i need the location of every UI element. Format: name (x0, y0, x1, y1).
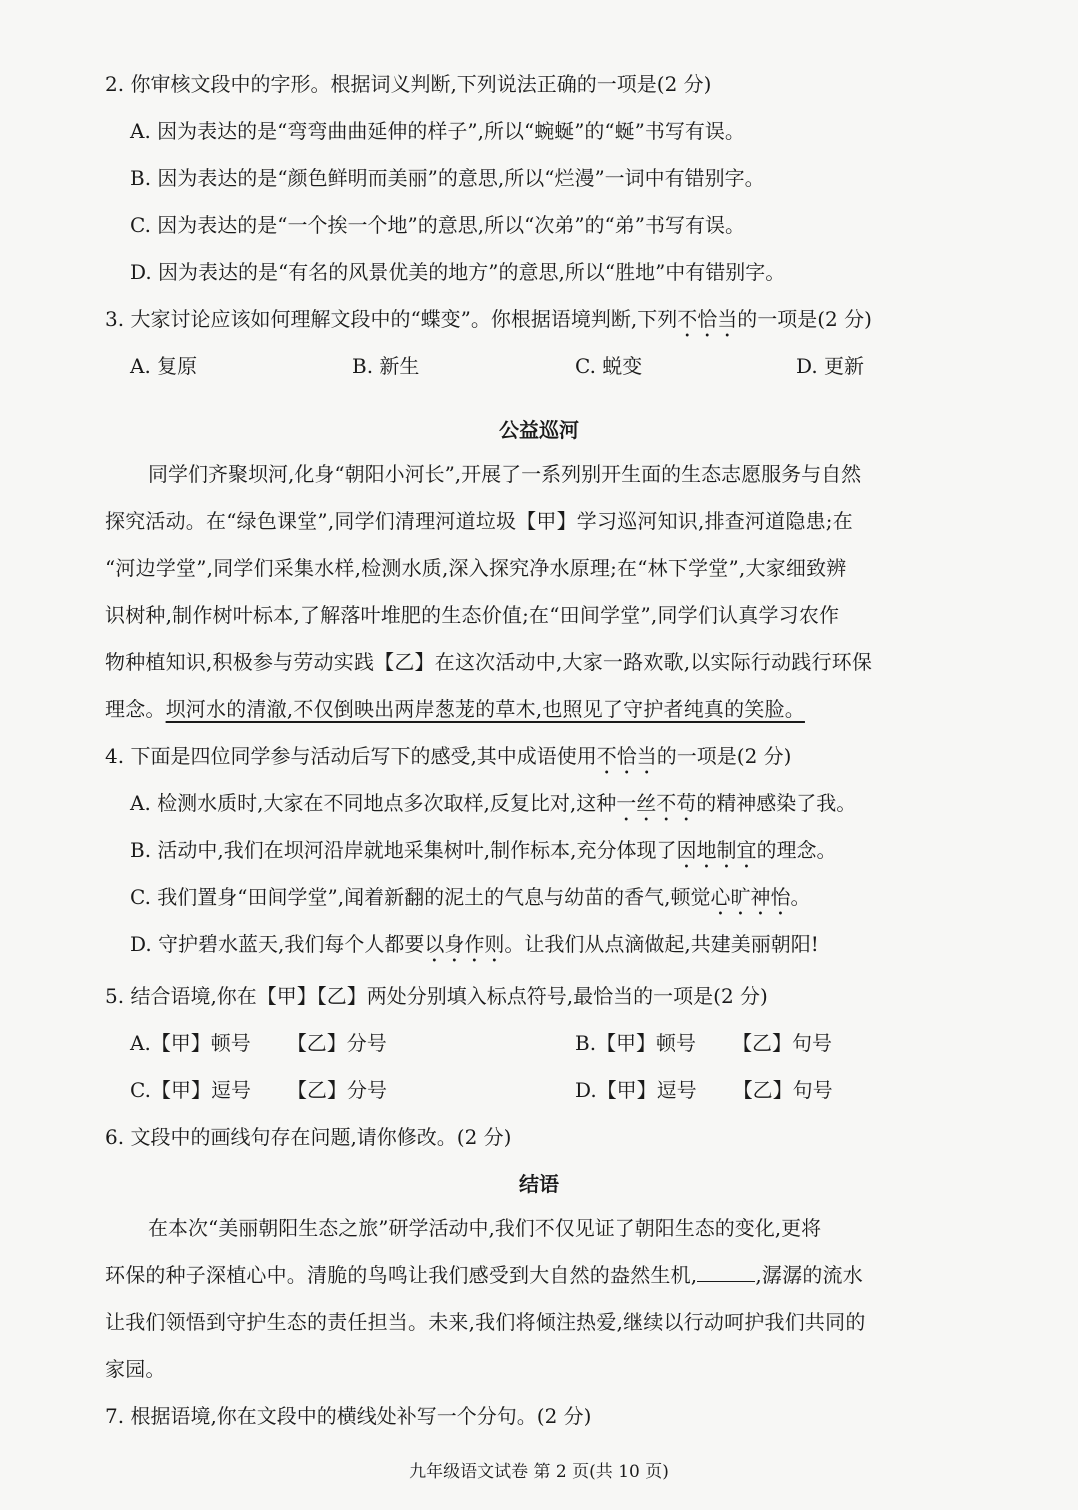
q5-option-d (575, 1076, 833, 1104)
q4-option-b-idiom: 因地制宜 (676, 838, 757, 862)
q5-option-d-yi: 【乙】句号 (732, 1078, 833, 1102)
passage2-line2-before: 环保的种子深植心中。清脆的鸟鸣让我们感受到大自然的盎然生机, (105, 1263, 698, 1287)
passage2-line1: 在本次“美丽朝阳生态之旅”研学活动中,我们不仅见证了朝阳生态的变化,更将 (148, 1216, 822, 1240)
q4-option-b (130, 836, 836, 873)
q4-option-c-before: C. 我们置身“田间学堂”,闻着新翻的泥土的气息与幼苗的香气,顿觉 (130, 885, 711, 909)
q5-option-c-label: C. (130, 1078, 151, 1102)
section-title-patrol: 公益巡河 (499, 418, 579, 442)
q2-option-b: B. 因为表达的是“颜色鲜明而美丽”的意思,所以“烂漫”一词中有错别字。 (130, 166, 765, 190)
q4-option-b-before: B. 活动中,我们在坝河沿岸就地采集树叶,制作标本,充分体现了 (130, 838, 677, 862)
fill-in-blank[interactable] (697, 1263, 755, 1282)
passage2-line2-after: ,潺潺的流水 (755, 1263, 863, 1287)
passage1-line5: 物种植知识,积极参与劳动实践【乙】在这次活动中,大家一路欢歌,以实际行动践行环保 (105, 650, 873, 674)
q3-emphasis: 不恰当 (677, 307, 738, 331)
q4-option-d-before: D. 守护碧水蓝天,我们每个人都要 (130, 932, 425, 956)
q4-option-c-idiom: 心旷神怡 (710, 885, 791, 909)
q5-option-b (575, 1029, 832, 1057)
q4-option-a-idiom: 一丝不苟 (616, 791, 697, 815)
q4-option-d-after: 。让我们从点滴做起,共建美丽朝阳! (504, 932, 819, 956)
q6-stem: 6. 文段中的画线句存在问题,请你修改。(2 分) (105, 1125, 512, 1149)
passage2-line2 (105, 1261, 863, 1289)
passage1-last-plain: 理念。 (105, 697, 166, 721)
q5-option-b-yi: 【乙】句号 (732, 1031, 833, 1055)
q5-option-a (130, 1029, 387, 1057)
q4-stem-before: 4. 下面是四位同学参与活动后写下的感受,其中成语使用 (105, 744, 597, 768)
q4-option-c (130, 883, 810, 920)
q4-option-b-after: 的理念。 (756, 838, 837, 862)
q4-option-d-idiom: 以身作则 (424, 932, 505, 956)
q4-option-c-after: 。 (790, 885, 811, 909)
q3-option-d: D. 更新 (796, 354, 865, 378)
passage2-line4: 家园。 (105, 1357, 166, 1381)
q5-option-c (130, 1076, 387, 1104)
q3-stem-after: 的一项是(2 分) (737, 307, 872, 331)
q5-option-d-jia: 【甲】逗号 (596, 1078, 697, 1102)
q4-option-a-before: A. 检测水质时,大家在不同地点多次取样,反复比对,这种 (130, 791, 617, 815)
q5-option-c-jia: 【甲】逗号 (150, 1078, 251, 1102)
q4-stem-after: 的一项是(2 分) (656, 744, 792, 768)
passage1-line4: 识树种,制作树叶标本,了解落叶堆肥的生态价值;在“田间学堂”,同学们认真学习农作 (105, 603, 840, 627)
q4-option-a-after: 的精神感染了我。 (696, 791, 857, 815)
q5-option-d-label: D. (575, 1078, 597, 1102)
underlined-sentence: 坝河水的清澈,不仅倒映出两岸葱茏的草木,也照见了守护者纯真的笑脸。 (165, 697, 805, 721)
q3-option-b: B. 新生 (352, 354, 420, 378)
q5-option-b-label: B. (575, 1031, 597, 1055)
q2-option-d: D. 因为表达的是“有名的风景优美的地方”的意思,所以“胜地”中有错别字。 (130, 260, 786, 284)
q4-emphasis: 不恰当 (596, 744, 657, 768)
q4-stem (105, 742, 791, 779)
q5-stem: 5. 结合语境,你在【甲】【乙】两处分别填入标点符号,最恰当的一项是(2 分) (105, 984, 768, 1008)
q5-option-a-label: A. (130, 1031, 151, 1055)
q4-option-a (130, 789, 856, 826)
q3-stem (105, 305, 872, 342)
q3-option-a: A. 复原 (130, 354, 198, 378)
section-title-conclusion: 结语 (519, 1172, 559, 1196)
q5-option-b-jia: 【甲】顿号 (596, 1031, 697, 1055)
q5-option-c-yi: 【乙】分号 (286, 1078, 387, 1102)
q2-option-c: C. 因为表达的是“一个挨一个地”的意思,所以“次弟”的“弟”书写有误。 (130, 213, 746, 237)
q5-option-a-jia: 【甲】顿号 (150, 1031, 251, 1055)
passage2-line3: 让我们领悟到守护生态的责任担当。未来,我们将倾注热爱,继续以行动呵护我们共同的 (105, 1310, 866, 1334)
page-footer: 九年级语文试卷 第 2 页(共 10 页) (409, 1462, 669, 1482)
q3-stem-before: 3. 大家讨论应该如何理解文段中的“蝶变”。你根据语境判断,下列 (105, 307, 678, 331)
q4-option-d (130, 930, 819, 967)
passage1-line6 (105, 695, 805, 723)
q2-option-a: A. 因为表达的是“弯弯曲曲延伸的样子”,所以“蜿蜒”的“蜒”书写有误。 (130, 119, 745, 143)
passage1-line1: 同学们齐聚坝河,化身“朝阳小河长”,开展了一系列别开生面的生态志愿服务与自然 (148, 462, 862, 486)
passage1-line2: 探究活动。在“绿色课堂”,同学们清理河道垃圾【甲】学习巡河知识,排查河道隐患;在 (105, 509, 853, 533)
q2-stem: 2. 你审核文段中的字形。根据词义判断,下列说法正确的一项是(2 分) (105, 72, 712, 96)
q5-option-a-yi: 【乙】分号 (286, 1031, 387, 1055)
passage1-line3: “河边学堂”,同学们采集水样,检测水质,深入探究净水原理;在“林下学堂”,大家细致辨 (105, 556, 847, 580)
q3-option-c: C. 蜕变 (575, 354, 643, 378)
q7-stem: 7. 根据语境,你在文段中的横线处补写一个分句。(2 分) (105, 1404, 592, 1428)
